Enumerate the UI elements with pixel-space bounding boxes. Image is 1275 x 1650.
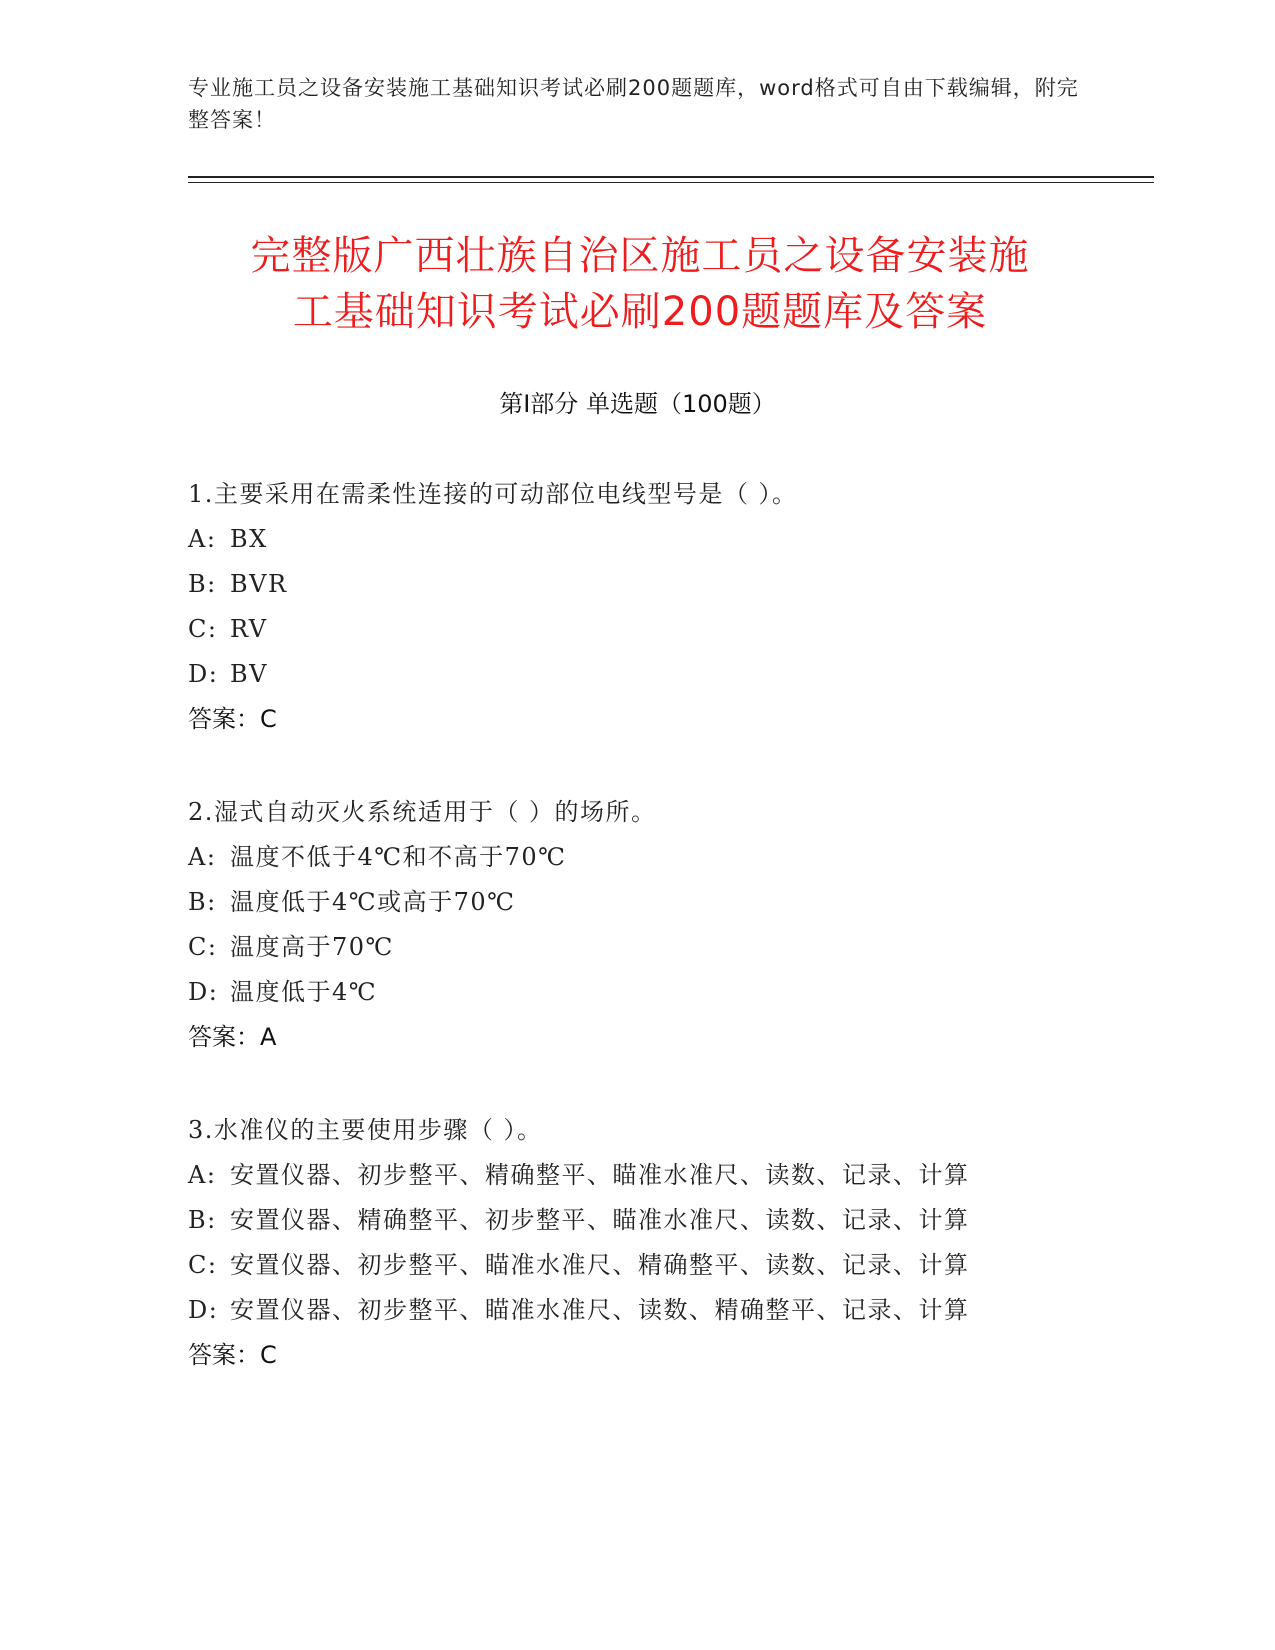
option-text: 安置仪器、初步整平、瞄准水准尺、精确整平、读数、记录、计算: [230, 1251, 970, 1279]
option-text: 温度低于4℃或高于70℃: [230, 888, 516, 916]
option-b: [188, 562, 1188, 607]
option-letter: D:: [188, 978, 219, 1006]
option-letter: C:: [188, 933, 218, 961]
answer-value: C: [260, 1341, 277, 1369]
answer-line: [188, 697, 1188, 742]
answer-value: A: [260, 1023, 277, 1051]
option-text: 温度不低于4℃和不高于70℃: [230, 843, 567, 871]
option-c: [188, 1243, 1188, 1288]
answer-label: 答案：: [188, 705, 260, 733]
option-letter: B:: [188, 888, 217, 916]
option-letter: D:: [188, 660, 219, 688]
header-note: 专业施工员之设备安装施工基础知识考试必刷200题题库，word格式可自由下载编辑，附完整答案！: [188, 76, 1079, 132]
section-title: 第Ⅰ部分 单选题（100题）: [499, 390, 776, 418]
header-divider-thick: [188, 176, 1154, 178]
document-title-line-2: 工基础知识考试必刷200题题库及答案: [292, 289, 988, 335]
option-text: BX: [230, 525, 268, 553]
option-letter: B:: [188, 570, 217, 598]
option-b: [188, 880, 1188, 925]
option-a: [188, 835, 1188, 880]
question-block: [188, 1108, 1188, 1378]
option-text: RV: [230, 615, 268, 643]
option-letter: C:: [188, 615, 218, 643]
answer-line: [188, 1015, 1188, 1060]
option-letter: D:: [188, 1296, 219, 1324]
question-block: [188, 472, 1188, 742]
option-letter: C:: [188, 1251, 218, 1279]
option-c: [188, 925, 1188, 970]
document-title: [160, 228, 1120, 340]
header-divider-thin: [188, 182, 1154, 183]
option-c: [188, 607, 1188, 652]
option-letter: B:: [188, 1206, 217, 1234]
option-text: BV: [230, 660, 268, 688]
option-letter: A:: [188, 843, 217, 871]
option-d: [188, 1288, 1188, 1333]
option-text: 安置仪器、精确整平、初步整平、瞄准水准尺、读数、记录、计算: [230, 1206, 970, 1234]
answer-label: 答案：: [188, 1023, 260, 1051]
option-b: [188, 1198, 1188, 1243]
answer-line: [188, 1333, 1188, 1378]
option-text: BVR: [230, 570, 288, 598]
option-text: 安置仪器、初步整平、精确整平、瞄准水准尺、读数、记录、计算: [230, 1161, 970, 1189]
option-letter: A:: [188, 525, 217, 553]
document-title-line-1: 完整版广西壮族自治区施工员之设备安装施: [250, 233, 1030, 279]
option-a: [188, 517, 1188, 562]
answer-label: 答案：: [188, 1341, 260, 1369]
question-stem: 3.水准仪的主要使用步骤（ ）。: [188, 1116, 543, 1144]
question-stem: 2.湿式自动灭火系统适用于（ ）的场所。: [188, 798, 657, 826]
option-letter: A:: [188, 1161, 217, 1189]
option-a: [188, 1153, 1188, 1198]
option-text: 温度高于70℃: [230, 933, 394, 961]
option-d: [188, 970, 1188, 1015]
answer-value: C: [260, 705, 277, 733]
question-block: [188, 790, 1188, 1060]
option-text: 安置仪器、初步整平、瞄准水准尺、读数、精确整平、记录、计算: [230, 1296, 970, 1324]
question-stem: 1.主要采用在需柔性连接的可动部位电线型号是（ ）。: [188, 480, 798, 508]
option-text: 温度低于4℃: [230, 978, 378, 1006]
option-d: [188, 652, 1188, 697]
